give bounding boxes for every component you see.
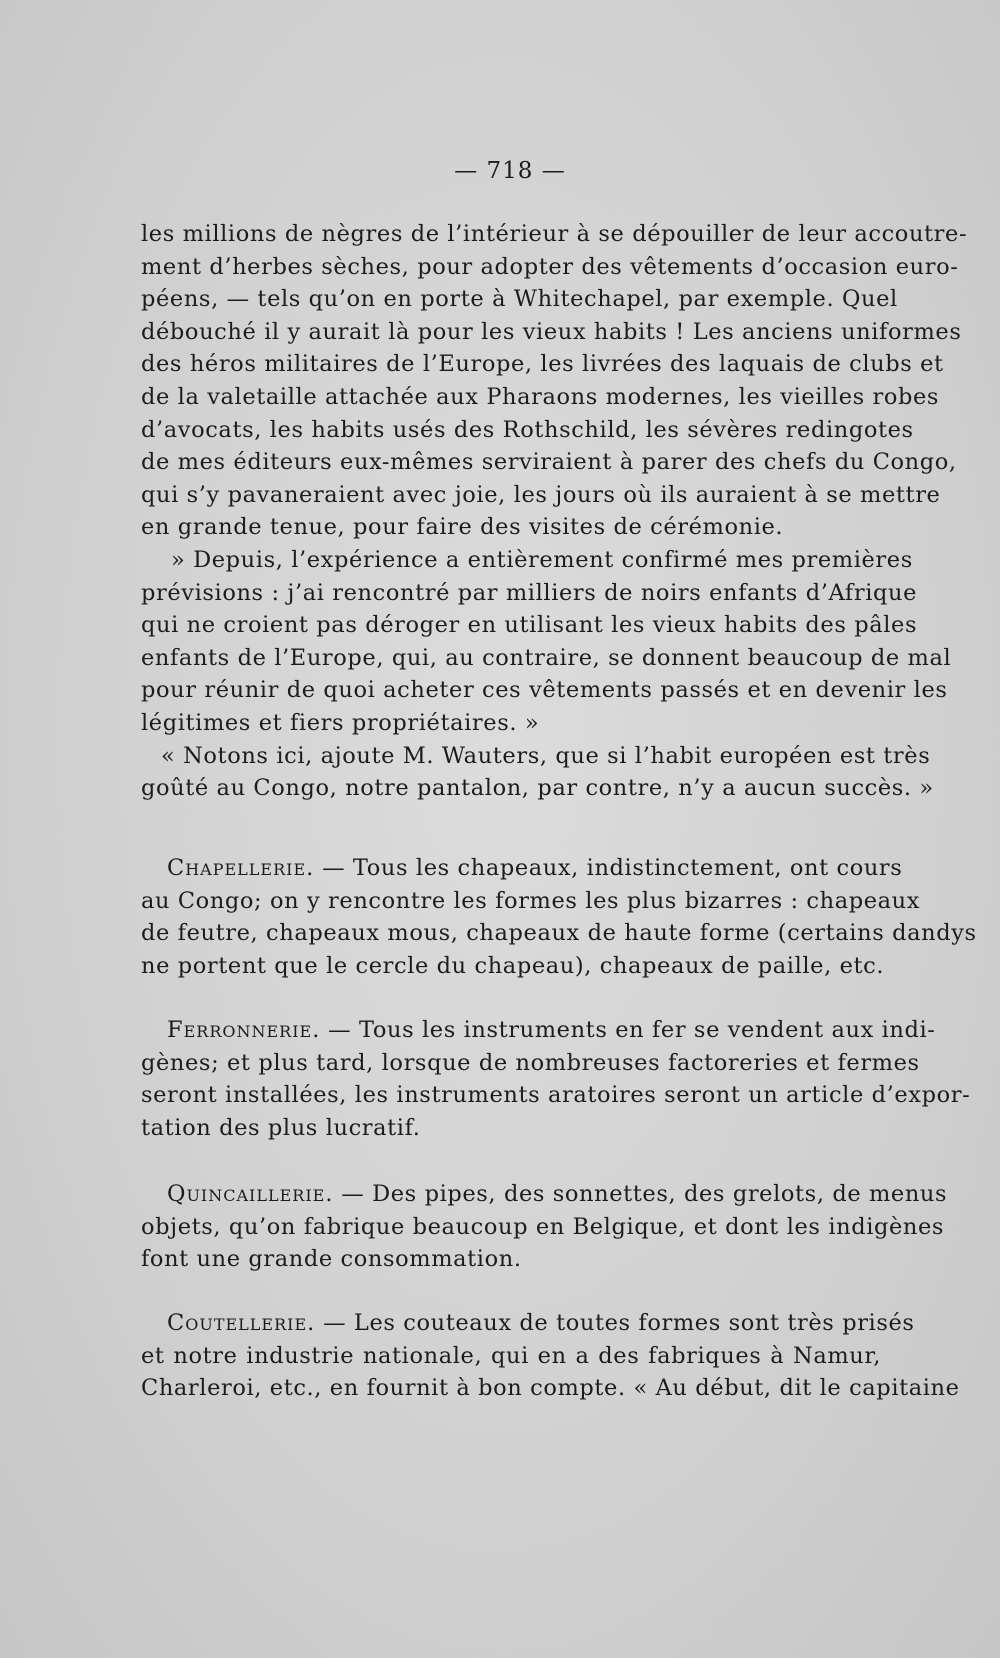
text-line: objets, qu’on fabrique beaucoup en Belgique, et dont les indigènes: [141, 1213, 945, 1240]
text-fragment: — Tous les instruments en fer se vendent aux indi-: [328, 1017, 936, 1043]
section-quincaillerie: [141, 1178, 948, 1276]
text-line: qui ne croient pas déroger en utilisant les vieux habits des pâles: [141, 612, 918, 639]
section-heading: Quincaillerie.: [167, 1181, 334, 1207]
text-line: tation des plus lucratif.: [141, 1114, 421, 1141]
text-line: ne portent que le cercle du chapeau), chapeaux de paille, etc.: [141, 952, 885, 979]
text-line: de mes éditeurs eux-mêmes serviraient à parer des chefs du Congo,: [141, 449, 957, 476]
section-first-line: [141, 1307, 915, 1340]
text-line: de feutre, chapeaux mous, chapeaux de haute forme (certains dandys: [141, 920, 977, 947]
text-line: péens, — tels qu’on en porte à Whitechapel, par exemple. Quel: [141, 286, 898, 313]
text-line: enfants de l’Europe, qui, au contraire, se donnent beaucoup de mal: [141, 644, 952, 671]
section-coutellerie: [141, 1307, 960, 1405]
text-line: ment d’herbes sèches, pour adopter des vêtements d’occasion euro-: [141, 253, 959, 280]
section-first-line: [141, 852, 903, 885]
text-fragment: — Tous les chapeaux, indistinctement, ont cours: [322, 855, 903, 881]
text-line: font une grande consommation.: [141, 1246, 522, 1273]
text-line: des héros militaires de l’Europe, les livrées des laquais de clubs et: [141, 351, 944, 378]
text-fragment: — Les couteaux de toutes formes sont très prisés: [323, 1310, 915, 1336]
body-text-main: [141, 218, 968, 805]
page-number: — 718 —: [454, 158, 566, 184]
text-line: en grande tenue, pour faire des visites de cérémonie.: [141, 514, 784, 541]
section-chapellerie: [141, 852, 977, 982]
text-line: pour réunir de quoi acheter ces vêtements passés et en devenir les: [141, 677, 948, 704]
section-heading: Coutellerie.: [167, 1310, 316, 1336]
text-line: au Congo; on y rencontre les formes les plus bizarres : chapeaux: [141, 887, 921, 914]
text-line: débouché il y aurait là pour les vieux habits ! Les anciens uniformes: [141, 318, 962, 345]
text-line: prévisions : j’ai rencontré par milliers de noirs enfants d’Afrique: [141, 579, 917, 606]
text-line: de la valetaille attachée aux Pharaons modernes, les vieilles robes: [141, 383, 940, 410]
text-line: les millions de nègres de l’intérieur à se dépouiller de leur accoutre-: [141, 221, 968, 247]
section-heading: Chapellerie.: [167, 855, 315, 881]
text-fragment: — Des pipes, des sonnettes, des grelots, de menus: [341, 1181, 948, 1207]
section-heading: Ferronnerie.: [167, 1017, 321, 1043]
text-line: » Depuis, l’expérience a entièrement confirmé mes premières: [171, 546, 913, 573]
text-line: Charleroi, etc., en fournit à bon compte. « Au début, dit le capitaine: [141, 1375, 960, 1402]
text-line: gènes; et plus tard, lorsque de nombreuses factoreries et fermes: [141, 1049, 920, 1076]
section-first-line: [141, 1178, 948, 1211]
text-line: et notre industrie nationale, qui en a des fabriques à Namur,: [141, 1342, 881, 1369]
section-first-line: [141, 1014, 936, 1047]
text-line: « Notons ici, ajoute M. Wauters, que si l’habit européen est très: [161, 742, 931, 769]
section-ferronnerie: [141, 1014, 971, 1144]
text-line: qui s’y pavaneraient avec joie, les jours où ils auraient à se mettre: [141, 481, 941, 508]
text-line: seront installées, les instruments aratoires seront un article d’expor-: [141, 1082, 971, 1109]
text-line: d’avocats, les habits usés des Rothschild, les sévères redingotes: [141, 416, 914, 443]
text-line: goûté au Congo, notre pantalon, par contre, n’y a aucun succès. »: [141, 775, 934, 802]
text-line: légitimes et fiers propriétaires. »: [141, 709, 540, 736]
